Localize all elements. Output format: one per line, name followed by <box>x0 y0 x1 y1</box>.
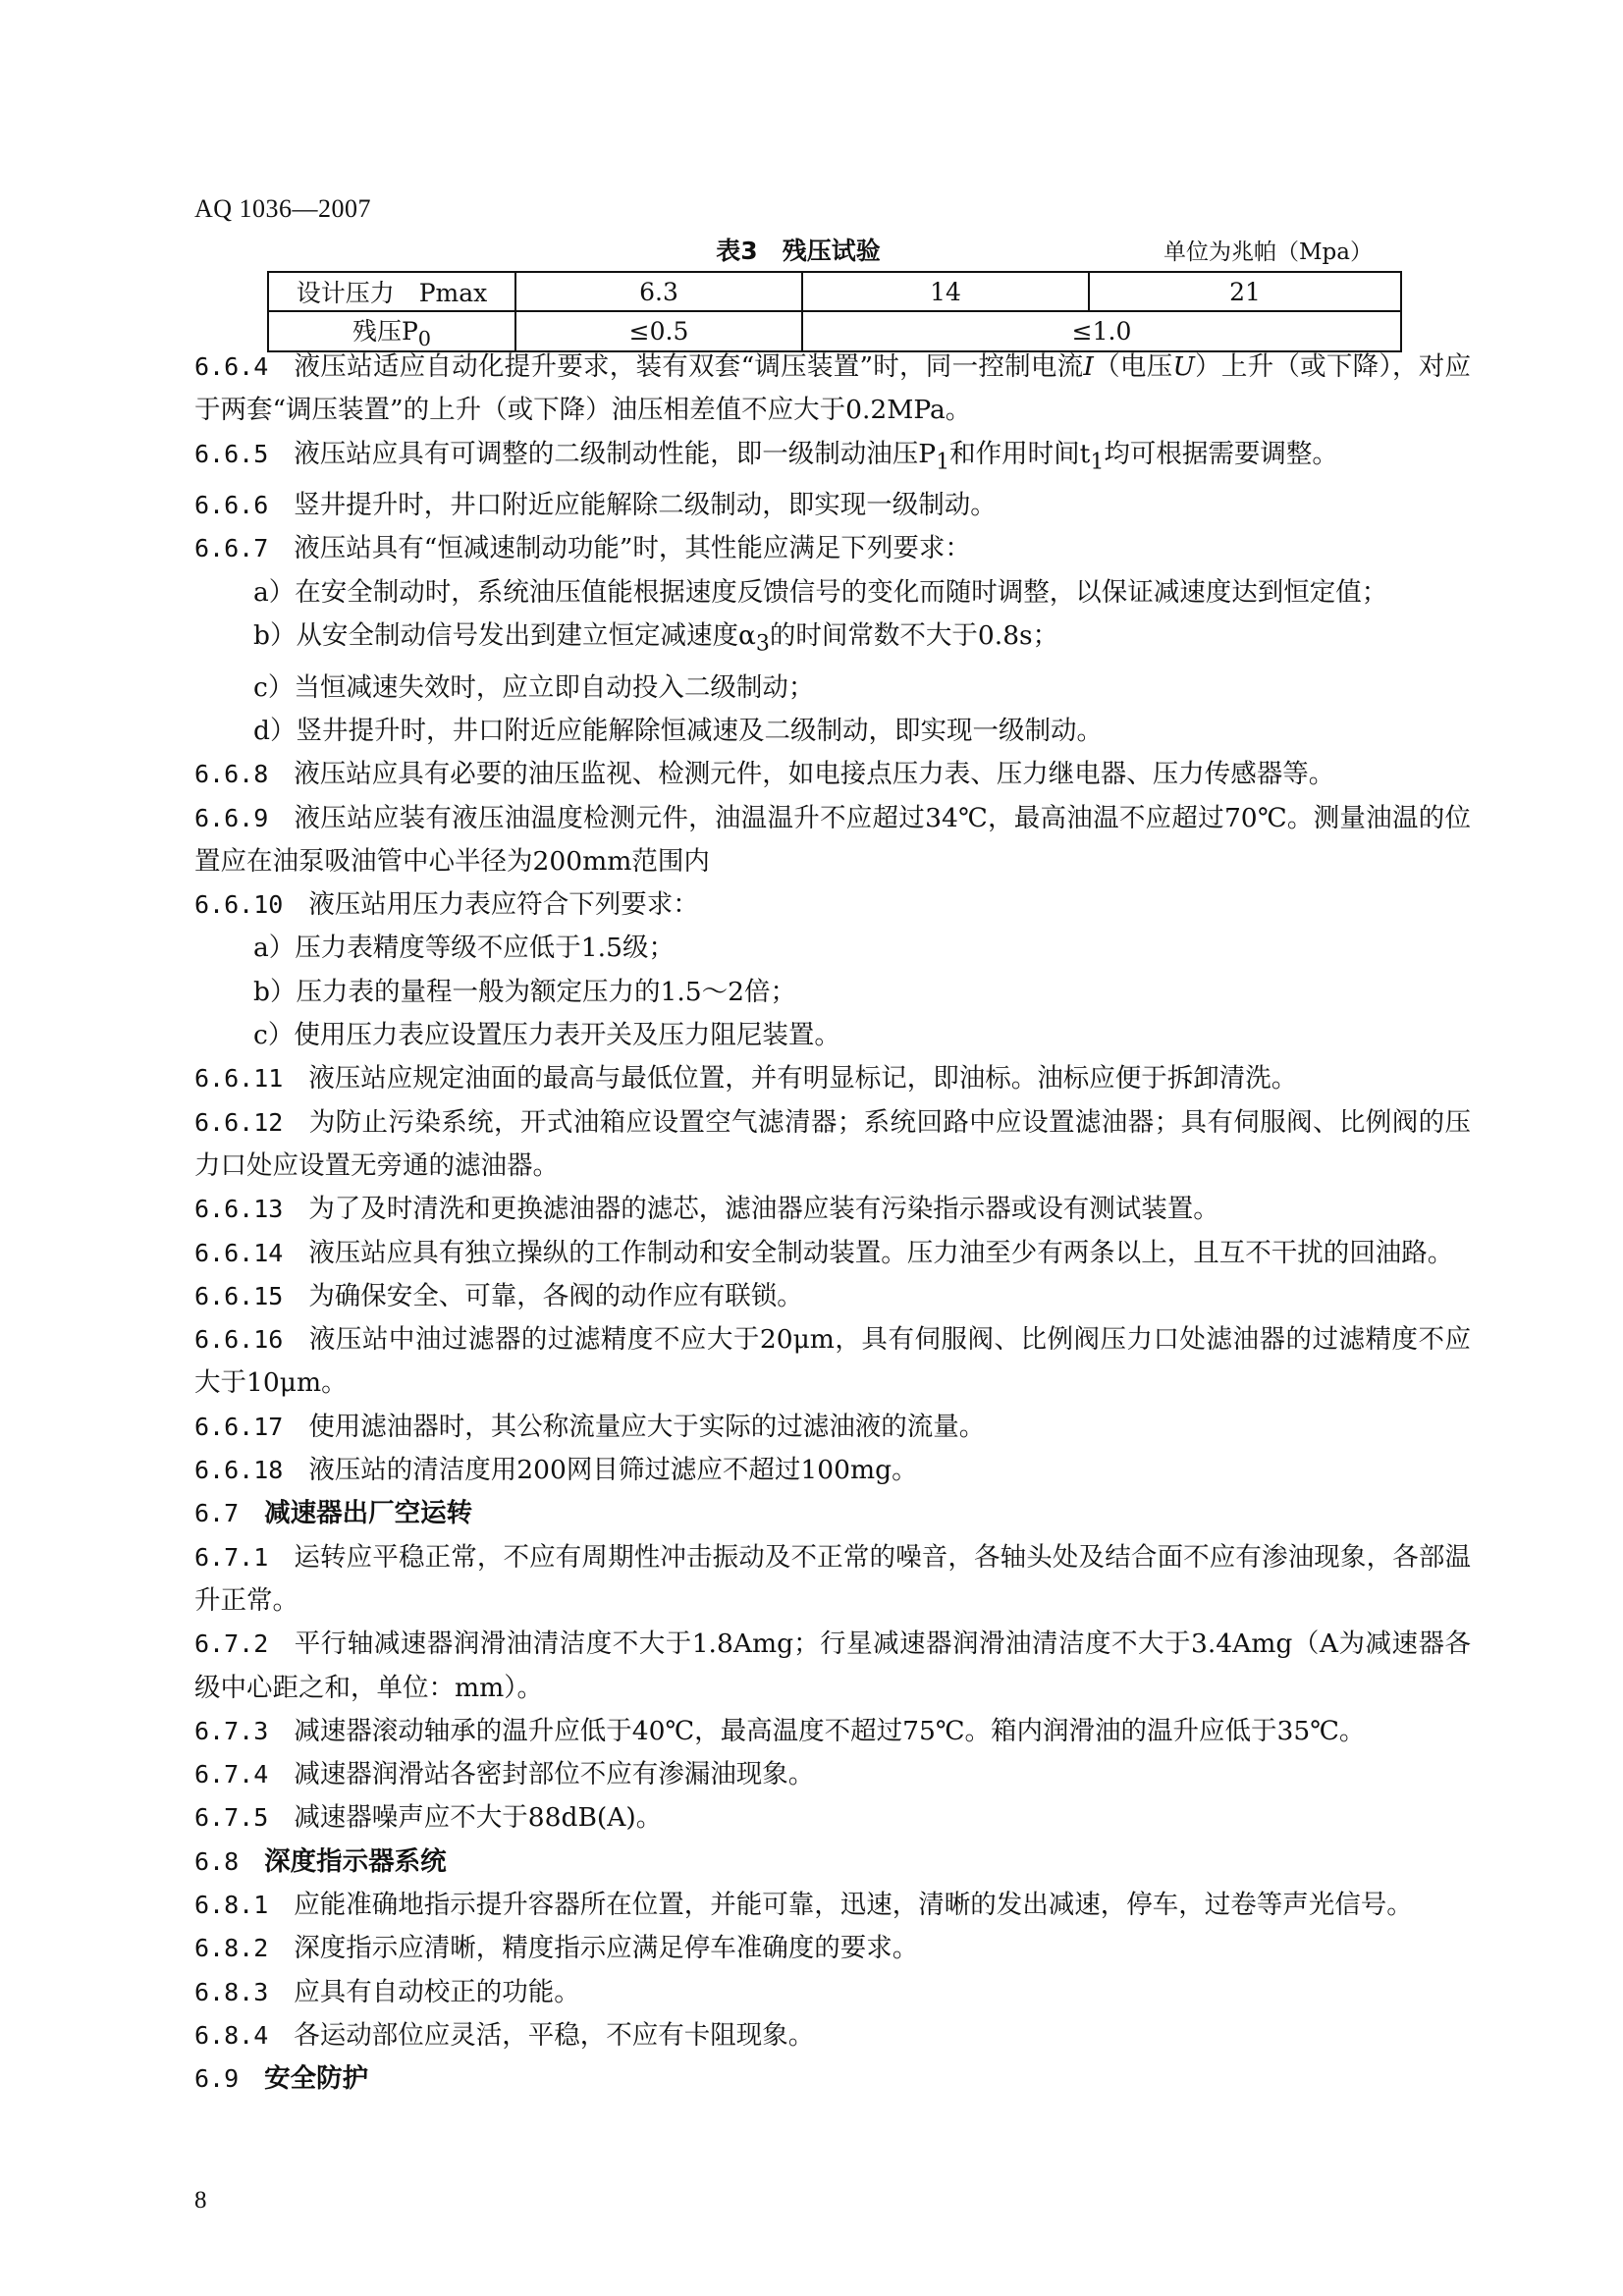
clause-6-6-10: 6.6.10 液压站用压力表应符合下列要求： <box>194 889 699 921</box>
page-number: 8 <box>194 2187 207 2214</box>
table-cell: 21 <box>1089 272 1401 311</box>
table-cell: ≤1.0 <box>802 311 1401 351</box>
clause-6-6-8: 6.6.8 液压站应具有必要的油压监视、检测元件，如电接点压力表、压力继电器、压力传感器等。 <box>194 759 1335 790</box>
clause-6-8-3: 6.8.3 应具有自动校正的功能。 <box>194 1976 580 2007</box>
document-code: AQ 1036—2007 <box>194 194 372 223</box>
clause-6-7-2: 6.7.2 平行轴减速器润滑油清洁度不大于1.8Amg；行星减速器润滑油清洁度不大于3.4Amg（A为减速器各级中心距之和，单位：mm）。 <box>194 1629 1471 1703</box>
clause-6-7-4: 6.7.4 减速器润滑站各密封部位不应有渗漏油现象。 <box>194 1759 815 1790</box>
table-cell: 6.3 <box>515 272 802 311</box>
clause-6-6-7-a: a）在安全制动时，系统油压值能根据速度反馈信号的变化而随时调整，以保证减速度达到恒定值； <box>253 576 1388 608</box>
clause-6-8-2: 6.8.2 深度指示应清晰，精度指示应满足停车准确度的要求。 <box>194 1933 919 1964</box>
clause-6-6-7-d: d）竖井提升时，井口附近应能解除恒减速及二级制动，即实现一级制动。 <box>253 715 1103 746</box>
table-cell: 14 <box>802 272 1089 311</box>
clause-6-6-18: 6.6.18 液压站的清洁度用200网目筛过滤应不超过100mg。 <box>194 1455 918 1486</box>
clause-6-6-12: 6.6.12 为防止污染系统，开式油箱应设置空气滤清器；系统回路中应设置滤油器；具有伺服阀、比例阀的压力口处应设置无旁通的滤油器。 <box>194 1106 1471 1181</box>
clause-6-7-3: 6.7.3 减速器滚动轴承的温升应低于40℃，最高温度不超过75℃。箱内润滑油的温升应低于35℃。 <box>194 1715 1366 1746</box>
clause-6-8-4: 6.8.4 各运动部位应灵活，平稳，不应有卡阻现象。 <box>194 2019 815 2051</box>
clause-6-6-16: 6.6.16 液压站中油过滤器的过滤精度不应大于20μm，具有伺服阀、比例阀压力口处滤油器的过滤精度不应大于10μm。 <box>194 1324 1471 1399</box>
section-heading-6-9: 6.9 安全防护 <box>194 2063 369 2095</box>
clause-6-6-10-c: c）使用压力表应设置压力表开关及压力阻尼装置。 <box>253 1020 840 1051</box>
table-unit: 单位为兆帕（Mpa） <box>1163 240 1373 265</box>
document-body <box>194 346 1471 2101</box>
table-row <box>268 272 1401 311</box>
clause-6-7-1: 6.7.1 运转应平稳正常，不应有周期性冲击振动及不正常的噪音，各轴头处及结合面不应有渗油现象，各部温升正常。 <box>194 1541 1471 1616</box>
clause-6-6-5: 6.6.5 液压站应具有可调整的二级制动性能，即一级制动油压$P_1$和作用时间$t_1$均可根据需要调整。 <box>194 438 1338 474</box>
clause-6-6-14: 6.6.14 液压站应具有独立操纵的工作制动和安全制动装置。压力油至少有两条以上，且互不干扰的回油路。 <box>194 1237 1454 1268</box>
table-cell: 残压$P_0$ <box>268 311 515 351</box>
clause-6-8-1: 6.8.1 应能准确地指示提升容器所在位置，并能可靠，迅速，清晰的发出减速，停车，过卷等声光信号。 <box>194 1889 1413 1920</box>
residual-pressure-table <box>267 271 1402 352</box>
clause-6-6-9: 6.6.9 液压站应装有液压油温度检测元件，油温温升不应超过34℃，最高油温不应超过70℃。测量油温的位置应在油泵吸油管中心半径为200mm范围内 <box>194 802 1471 877</box>
clause-6-7-5: 6.7.5 减速器噪声应不大于88dB(A)。 <box>194 1802 663 1834</box>
clause-6-6-11: 6.6.11 液压站应规定油面的最高与最低位置，并有明显标记，即油标。油标应便于拆卸清洗。 <box>194 1063 1298 1095</box>
clause-6-6-7-c: c）当恒减速失效时，应立即自动投入二级制动； <box>253 671 815 703</box>
clause-6-6-4: 6.6.4 液压站适应自动化提升要求，装有双套“调压装置”时，同一控制电流I（电压U）上升（或下降），对应于两套“调压装置”的上升（或下降）油压相差值不应大于0.2MPa。 <box>194 351 1472 426</box>
clause-6-6-10-a: a）压力表精度等级不应低于1.5级； <box>253 933 675 964</box>
table-cell: ≤0.5 <box>515 311 802 351</box>
table-caption-row <box>194 232 1402 265</box>
clause-6-6-17: 6.6.17 使用滤油器时，其公称流量应大于实际的过滤油液的流量。 <box>194 1411 986 1442</box>
table-cell: 设计压力 Pmax <box>268 272 515 311</box>
clause-6-6-6: 6.6.6 竖井提升时，井口附近应能解除二级制动，即实现一级制动。 <box>194 490 997 521</box>
clause-6-6-7-b: b）从安全制动信号发出到建立恒定减速度$\alpha_3$的时间常数不大于0.8s； <box>253 620 1059 657</box>
section-heading-6-8: 6.8 深度指示器系统 <box>194 1845 447 1877</box>
clause-6-6-7: 6.6.7 液压站具有“恒减速制动功能”时，其性能应满足下列要求： <box>194 533 971 564</box>
clause-6-6-15: 6.6.15 为确保安全、可靠，各阀的动作应有联锁。 <box>194 1280 803 1311</box>
section-heading-6-7: 6.7 减速器出厂空运转 <box>194 1498 473 1529</box>
table-caption: 表3 残压试验 <box>716 237 881 265</box>
clause-6-6-13: 6.6.13 为了及时清洗和更换滤油器的滤芯，滤油器应装有污染指示器或设有测试装置。 <box>194 1194 1219 1225</box>
clause-6-6-10-b: b）压力表的量程一般为额定压力的1.5～2倍； <box>253 976 796 1007</box>
